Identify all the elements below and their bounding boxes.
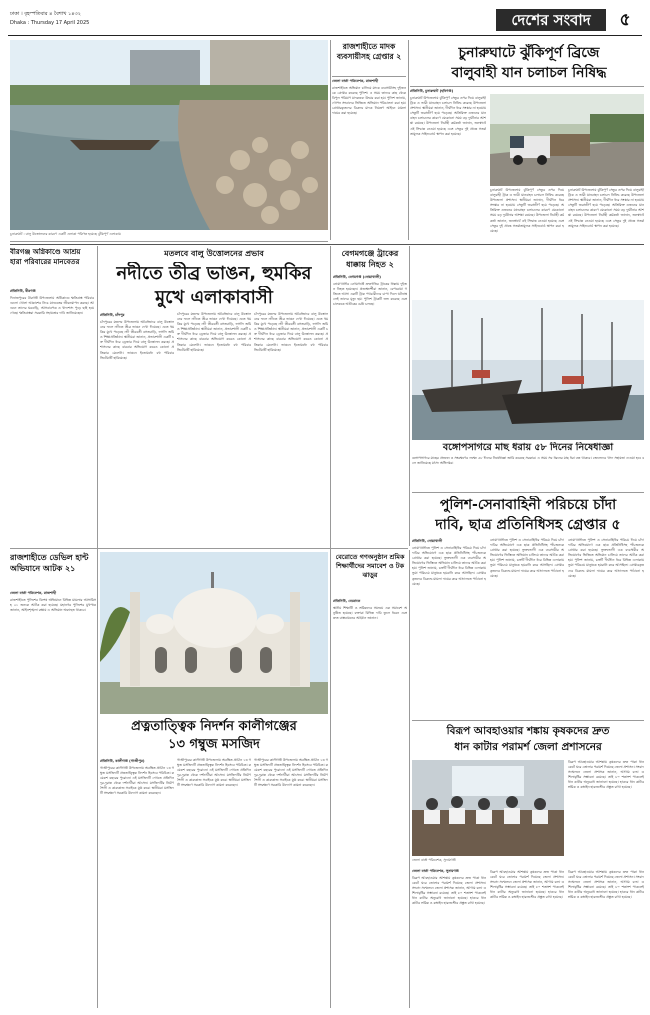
rule: [330, 40, 331, 240]
devil-hunt-headline: রাজশাহীতে ডেভিল হান্ট অভিযানে আটক ২১: [10, 553, 89, 573]
rule: [330, 246, 331, 550]
erosion-kicker: মতলবে বালু উত্তোলনের প্রভাব: [164, 249, 264, 258]
birganj-headline: বীরগঞ্জ অগ্নিকাণ্ডে আশ্রয় হারা পরিবারের মানবেতর: [10, 248, 81, 266]
mosque-photo: [100, 552, 328, 714]
protest-headline: বেরোতে গণঅনুষ্ঠান শ্রমিক শিক্ষার্থীদের সমাবেশ ও টক ঝাড়ুর: [335, 553, 405, 579]
bridge-body-2: চুনারুঘাট উপজেলায় ঝুঁকিপূর্ণ সেতুর ওপর দিয়ে বালুবাহী ট্রাক ও ভারী যানবাহন চলাচল নিষিদ্ধ করেছে উপজেলা প্রশাসন। স্থানীয়রা জানান, দীর্ঘদিন ধরে সংস্কার না হওয়ায় সেতুটি জরাজীর্ণ হয়ে পড়েছে। অতিরিক্ত ওজনের যানবাহন চলাচলের কারণে যেকোনো সময় বড় দুর্ঘটনার আশঙ্কা রয়েছে। উপজেলা নির্বাহী কর্মকর্তা জানান, জনস্বার্থে এই সিদ্ধান্ত নেওয়া হয়েছে এবং সেতুর দুই প্রান্তে সতর্কতামূলক সাইনবোর্ড স্থাপন করা হয়েছে।: [490, 188, 564, 233]
mosque-headline-2: ১৩ গম্বুজ মসজিদ: [168, 737, 260, 752]
farmers-body-2: বিরূপ আবহাওয়ার আশঙ্কায় কৃষকদের দ্রুত পাকা ধান কেটে ঘরে তোলার পরামর্শ দিয়েছে জেলা প্রশাসন। সংবাদ সম্মেলনে জেলা প্রশাসক জানান, আগাম বন্যা ও শিলাবৃষ্টির সম্ভাবনা রয়েছে। তাই ৮০ শতাংশ পাকলেই ধান কাটার অনুরোধ জানানো হয়েছে। হাওরে ধান কাটার শ্রমিক ও কম্বাইন হারভেস্টার প্রস্তুত রাখা হয়েছে।: [490, 870, 564, 900]
fishing-boats-photo: [412, 300, 644, 440]
protest-byline: প্রতিনিধি, বেরোতে: [333, 599, 361, 603]
erosion-body-3: চাঁদপুরের মতলব উপজেলায় অবৈধভাবে বালু উত্তোলনের ফলে নদীতে তীব্র ভাঙন দেখা দিয়েছে। এতে হুমকির মুখে পড়েছে নদী তীরবর্তী বসতবাড়ি, ফসলি জমি ও শিক্ষাপ্রতিষ্ঠান। স্থানীয়রা জানান, প্রভাবশালী একটি চক্র দীর্ঘদিন ধরে ড্রেজার দিয়ে বালু উত্তোলন করছে। প্রশাসনের কাছে বারবার অভিযোগ করেও কোনো প্রতিকার মেলেনি। ভাঙনে ইতোমধ্যে বহু পরিবার ভিটেমাটি হারিয়েছে।: [254, 312, 328, 352]
rule: [410, 86, 644, 87]
rule: [97, 550, 98, 1008]
protest-body: স্থানীয় শিক্ষার্থী ও শ্রমিকদের সমন্বয়ে এক সমাবেশ অনুষ্ঠিত হয়েছে। বক্তারা বিভিন্ন দাবি তুলে ধরেন এবং দ্রুত বাস্তবায়নের আহ্বান জানান।: [333, 606, 407, 621]
farmers-byline: জেলা বার্তা পরিবেশক, সুনামগঞ্জ: [412, 869, 459, 873]
birganj-body: দিনাজপুরের বীরগঞ্জ উপজেলায় অগ্নিকাণ্ডে ক্ষতিগ্রস্ত পরিবারগুলো খোলা আকাশের নিচে মানবেতর জীবনযাপন করছে। আগুনে তাদের ঘরবাড়ি, আসবাবপত্র ও খাদ্যশস্য পুড়ে ছাই হয়ে গেছে। ক্ষতিগ্রস্তরা সরকারি সহায়তার দাবি জানিয়েছেন।: [10, 296, 94, 316]
mosque-body-2: গাজীপুরের কালীগঞ্জ উপজেলায় অবস্থিত প্রাচীন ১৩ গম্বুজ মসজিদটি প্রত্নতাত্ত্বিক নিদর্শন হিসেবে পরিচিত। কয়েকশ বছরের পুরোনো এই মসজিদটি দেখতে প্রতিদিন দূর-দূরান্ত থেকে দর্শনার্থীরা আসেন। মসজিদটির নির্মাণশৈলী ও কারুকাজ সবাইকে মুগ্ধ করে। স্থানীয়রা মসজিদটি সংরক্ষণে সরকারি উদ্যোগ কামনা করেছেন।: [177, 758, 251, 788]
devil-hunt-byline: জেলা বার্তা পরিবেশক, রাজশাহী: [10, 591, 57, 595]
mosque-byline: প্রতিনিধি, কালীগঞ্জ (গাজীপুর): [100, 759, 145, 763]
rule: [409, 246, 410, 546]
farmers-body-3: বিরূপ আবহাওয়ার আশঙ্কায় কৃষকদের দ্রুত পাকা ধান কেটে ঘরে তোলার পরামর্শ দিয়েছে জেলা প্রশাসন। সংবাদ সম্মেলনে জেলা প্রশাসক জানান, আগাম বন্যা ও শিলাবৃষ্টির সম্ভাবনা রয়েছে। তাই ৮০ শতাংশ পাকলেই ধান কাটার অনুরোধ জানানো হয়েছে। হাওরে ধান কাটার শ্রমিক ও কম্বাইন হারভেস্টার প্রস্তুত রাখা হয়েছে।: [568, 870, 644, 900]
bridge-headline-2: বালুবাহী যান চলাচল নিষিদ্ধ: [451, 65, 607, 81]
police-body-2: নোয়াখালীতে পুলিশ ও সেনাবাহিনীর পরিচয় দিয়ে চাঁদা দাবির অভিযোগে এক ছাত্র প্রতিনিধিসহ পাঁচজনকে গ্রেপ্তার করা হয়েছে। ভুক্তভোগী এক ব্যবসায়ীর অভিযোগের ভিত্তিতে অভিযান চালিয়ে তাদের আটক করা হয়। পুলিশ জানায়, চক্রটি দীর্ঘদিন ধরে বিভিন্ন এলাকায় ভুয়া পরিচয়ে মানুষকে হয়রানি করে আসছিল। গ্রেপ্তারকৃতদের বিরুদ্ধে মামলা দায়ের করে আদালতে পাঠানো হয়েছে।: [490, 538, 564, 578]
bridge-body-3: চুনারুঘাট উপজেলায় ঝুঁকিপূর্ণ সেতুর ওপর দিয়ে বালুবাহী ট্রাক ও ভারী যানবাহন চলাচল নিষিদ্ধ করেছে উপজেলা প্রশাসন। স্থানীয়রা জানান, দীর্ঘদিন ধরে সংস্কার না হওয়ায় সেতুটি জরাজীর্ণ হয়ে পড়েছে। অতিরিক্ত ওজনের যানবাহন চলাচলের কারণে যেকোনো সময় বড় দুর্ঘটনার আশঙ্কা রয়েছে। উপজেলা নির্বাহী কর্মকর্তা জানান, জনস্বার্থে এই সিদ্ধান্ত নেওয়া হয়েছে এবং সেতুর দুই প্রান্তে সতর্কতামূলক সাইনবোর্ড স্থাপন করা হয়েছে।: [568, 188, 644, 228]
rule: [412, 720, 644, 721]
drug-body: রাজশাহীতে অভিযান চালিয়ে মাদক ব্যবসায়ীসহ দুইজনকে গ্রেপ্তার করেছে পুলিশ। এ সময় তাদের কাছ থেকে বিপুল পরিমাণ মাদকদ্রব্য উদ্ধার করা হয়। পুলিশ জানায়, গোপন সংবাদের ভিত্তিতে অভিযান পরিচালনা করা হয়। গ্রেপ্তারকৃতদের বিরুদ্ধে মাদক নিয়ন্ত্রণ আইনে মামলা দায়ের করা হয়েছে।: [332, 86, 406, 116]
mosque-body-1: গাজীপুরের কালীগঞ্জ উপজেলায় অবস্থিত প্রাচীন ১৩ গম্বুজ মসজিদটি প্রত্নতাত্ত্বিক নিদর্শন হিসেবে পরিচিত। কয়েকশ বছরের পুরোনো এই মসজিদটি দেখতে প্রতিদিন দূর-দূরান্ত থেকে দর্শনার্থীরা আসেন। মসজিদটির নির্মাণশৈলী ও কারুকাজ সবাইকে মুগ্ধ করে। স্থানীয়রা মসজিদটি সংরক্ষণে সরকারি উদ্যোগ কামনা করেছেন।: [100, 766, 174, 796]
mosque-headline-1: প্রত্নতাত্ত্বিক নিদর্শন কালীগঞ্জের: [131, 719, 297, 734]
erosion-headline-1: নদীতে তীব্র ভাঙন, হুমকির: [116, 263, 312, 284]
police-headline-1: পুলিশ-সেনাবাহিনী পরিচয়ে চাঁদা: [439, 497, 617, 513]
birganj-byline: প্রতিনিধি, বীরগঞ্জ: [10, 289, 36, 293]
erosion-headline-2: মুখে এলাকাবাসী: [155, 287, 273, 308]
drug-headline: রাজশাহীতে মাদক ব্যবসায়ীসহ গ্রেপ্তার ২: [336, 42, 402, 61]
rule: [330, 550, 331, 1008]
truck-byline: প্রতিনিধি, বেগমগঞ্জ (নোয়াখালী): [333, 275, 381, 279]
page-number: ৫: [619, 10, 631, 30]
rule: [408, 40, 409, 240]
bridge-headline-1: চুনারুঘাটে ঝুঁকিপূর্ণ ব্রিজে: [458, 45, 600, 61]
date-en: Dhaka : Thursday 17 April 2025: [10, 20, 90, 26]
sand-extraction-photo: [10, 40, 328, 230]
devil-hunt-body: রাজশাহীতে পুলিশের বিশেষ অভিযানে বিভিন্ন মামলার আসামিসহ ২১ জনকে আটক করা হয়েছে। মহানগর পুলিশের মুখপাত্র জানান, আইনশৃঙ্খলা রক্ষায় এ অভিযান অব্যাহত থাকবে।: [10, 598, 96, 613]
rule: [409, 550, 410, 1008]
farmers-headline-1: বিরূপ আবহাওয়ার শঙ্কায় কৃষকদের দ্রুত: [446, 725, 610, 737]
mosque-body-3: গাজীপুরের কালীগঞ্জ উপজেলায় অবস্থিত প্রাচীন ১৩ গম্বুজ মসজিদটি প্রত্নতাত্ত্বিক নিদর্শন হিসেবে পরিচিত। কয়েকশ বছরের পুরোনো এই মসজিদটি দেখতে প্রতিদিন দূর-দূরান্ত থেকে দর্শনার্থীরা আসেন। মসজিদটির নির্মাণশৈলী ও কারুকাজ সবাইকে মুগ্ধ করে। স্থানীয়রা মসজিদটি সংরক্ষণে সরকারি উদ্যোগ কামনা করেছেন।: [254, 758, 328, 788]
rule: [10, 241, 328, 242]
rule: [332, 76, 406, 77]
truck-headline: বেগমগঞ্জে ট্রাকের ধাক্কায় নিহত ২: [341, 249, 399, 269]
police-body-1: নোয়াখালীতে পুলিশ ও সেনাবাহিনীর পরিচয় দিয়ে চাঁদা দাবির অভিযোগে এক ছাত্র প্রতিনিধিসহ পাঁচজনকে গ্রেপ্তার করা হয়েছে। ভুক্তভোগী এক ব্যবসায়ীর অভিযোগের ভিত্তিতে অভিযান চালিয়ে তাদের আটক করা হয়। পুলিশ জানায়, চক্রটি দীর্ঘদিন ধরে বিভিন্ন এলাকায় ভুয়া পরিচয়ে মানুষকে হয়রানি করে আসছিল। গ্রেপ্তারকৃতদের বিরুদ্ধে মামলা দায়ের করে আদালতে পাঠানো হয়েছে।: [412, 546, 486, 586]
erosion-body-2: চাঁদপুরের মতলব উপজেলায় অবৈধভাবে বালু উত্তোলনের ফলে নদীতে তীব্র ভাঙন দেখা দিয়েছে। এতে হুমকির মুখে পড়েছে নদী তীরবর্তী বসতবাড়ি, ফসলি জমি ও শিক্ষাপ্রতিষ্ঠান। স্থানীয়রা জানান, প্রভাবশালী একটি চক্র দীর্ঘদিন ধরে ড্রেজার দিয়ে বালু উত্তোলন করছে। প্রশাসনের কাছে বারবার অভিযোগ করেও কোনো প্রতিকার মেলেনি। ভাঙনে ইতোমধ্যে বহু পরিবার ভিটেমাটি হারিয়েছে।: [177, 312, 251, 352]
farmers-body-side: বিরূপ আবহাওয়ার আশঙ্কায় কৃষকদের দ্রুত পাকা ধান কেটে ঘরে তোলার পরামর্শ দিয়েছে জেলা প্রশাসন। সংবাদ সম্মেলনে জেলা প্রশাসক জানান, আগাম বন্যা ও শিলাবৃষ্টির সম্ভাবনা রয়েছে। তাই ৮০ শতাংশ পাকলেই ধান কাটার অনুরোধ জানানো হয়েছে। হাওরে ধান কাটার শ্রমিক ও কম্বাইন হারভেস্টার প্রস্তুত রাখা হয়েছে।: [568, 760, 644, 790]
press-photo-caption: জেলা বার্তা পরিবেশক, সুনামগঞ্জ: [412, 858, 456, 862]
bridge-byline: প্রতিনিধি, চুনারুঘাট (হবিগঞ্জ): [410, 89, 454, 93]
rule: [97, 246, 98, 550]
erosion-byline: প্রতিনিধি, চাঁদপুর: [100, 313, 125, 317]
fishing-headline: বঙ্গোপসাগরে মাছ ধরায় ৫৮ দিনের নিষেধাজ্ঞা: [442, 442, 614, 453]
masthead-rule: [8, 35, 642, 36]
fishing-body: বঙ্গোপসাগরে মাছের প্রজনন ও সংরক্ষণের লক্ষ্যে ৫৮ দিনের নিষেধাজ্ঞা জারি করেছে সরকার। এ সময় সব ধরনের মাছ ধরা বন্ধ থাকবে। জেলেদের খাদ্য সহায়তা দেওয়া হবে বলে জানিয়েছে মৎস্য অধিদপ্তর।: [412, 456, 644, 466]
truck-body: নোয়াখালীর বেগমগঞ্জে দ্রুতগতির ট্রাকের ধাক্কায় দুইজন নিহত হয়েছেন। প্রত্যক্ষদর্শীরা জানান, বেপরোয়া গতিতে আসা একটি ট্রাক পথচারীদের চাপা দিলে ঘটনাস্থলেই তাদের মৃত্যু হয়। পুলিশ ট্রাকটি জব্দ করেছে এবং চালককে আটকের চেষ্টা চলছে।: [333, 282, 407, 307]
press-conference-photo: [412, 760, 564, 856]
section-title: দেশের সংবাদ: [496, 9, 606, 31]
farmers-headline-2: ধান কাটার পরামর্শ জেলা প্রশাসনের: [454, 741, 602, 753]
police-byline: প্রতিনিধি, নোয়াখালী: [412, 539, 443, 543]
bridge-body: চুনারুঘাট উপজেলায় ঝুঁকিপূর্ণ সেতুর ওপর দিয়ে বালুবাহী ট্রাক ও ভারী যানবাহন চলাচল নিষিদ্ধ করেছে উপজেলা প্রশাসন। স্থানীয়রা জানান, দীর্ঘদিন ধরে সংস্কার না হওয়ায় সেতুটি জরাজীর্ণ হয়ে পড়েছে। অতিরিক্ত ওজনের যানবাহন চলাচলের কারণে যেকোনো সময় বড় দুর্ঘটনার আশঙ্কা রয়েছে। উপজেলা নির্বাহী কর্মকর্তা জানান, জনস্বার্থে এই সিদ্ধান্ত নেওয়া হয়েছে এবং সেতুর দুই প্রান্তে সতর্কতামূলক সাইনবোর্ড স্থাপন করা হয়েছে।: [410, 96, 486, 136]
rule: [10, 548, 408, 549]
sand-photo-caption: চুনারুঘাট : বালু উত্তোলনের কারণে একটি এলাকা পরিণত হয়েছে ঝুঁকিপূর্ণ এলাকায়: [10, 232, 121, 236]
date-bn: ঢাকা । বৃহস্পতিবার ৪ বৈশাখ ১৪৩২: [10, 11, 82, 17]
bridge-truck-photo: [490, 94, 644, 186]
drug-byline: জেলা বার্তা পরিবেশক, রাজশাহী: [332, 79, 379, 83]
police-body-3: নোয়াখালীতে পুলিশ ও সেনাবাহিনীর পরিচয় দিয়ে চাঁদা দাবির অভিযোগে এক ছাত্র প্রতিনিধিসহ পাঁচজনকে গ্রেপ্তার করা হয়েছে। ভুক্তভোগী এক ব্যবসায়ীর অভিযোগের ভিত্তিতে অভিযান চালিয়ে তাদের আটক করা হয়। পুলিশ জানায়, চক্রটি দীর্ঘদিন ধরে বিভিন্ন এলাকায় ভুয়া পরিচয়ে মানুষকে হয়রানি করে আসছিল। গ্রেপ্তারকৃতদের বিরুদ্ধে মামলা দায়ের করে আদালতে পাঠানো হয়েছে।: [568, 538, 644, 578]
rule: [412, 492, 644, 493]
masthead: [8, 6, 642, 38]
erosion-body-1: চাঁদপুরের মতলব উপজেলায় অবৈধভাবে বালু উত্তোলনের ফলে নদীতে তীব্র ভাঙন দেখা দিয়েছে। এতে হুমকির মুখে পড়েছে নদী তীরবর্তী বসতবাড়ি, ফসলি জমি ও শিক্ষাপ্রতিষ্ঠান। স্থানীয়রা জানান, প্রভাবশালী একটি চক্র দীর্ঘদিন ধরে ড্রেজার দিয়ে বালু উত্তোলন করছে। প্রশাসনের কাছে বারবার অভিযোগ করেও কোনো প্রতিকার মেলেনি। ভাঙনে ইতোমধ্যে বহু পরিবার ভিটেমাটি হারিয়েছে।: [100, 320, 174, 360]
rule: [10, 244, 644, 245]
police-headline-2: দাবি, ছাত্র প্রতিনিধিসহ গ্রেপ্তার ৫: [435, 517, 621, 533]
farmers-body-1: বিরূপ আবহাওয়ার আশঙ্কায় কৃষকদের দ্রুত পাকা ধান কেটে ঘরে তোলার পরামর্শ দিয়েছে জেলা প্রশাসন। সংবাদ সম্মেলনে জেলা প্রশাসক জানান, আগাম বন্যা ও শিলাবৃষ্টির সম্ভাবনা রয়েছে। তাই ৮০ শতাংশ পাকলেই ধান কাটার অনুরোধ জানানো হয়েছে। হাওরে ধান কাটার শ্রমিক ও কম্বাইন হারভেস্টার প্রস্তুত রাখা হয়েছে।: [412, 876, 486, 906]
